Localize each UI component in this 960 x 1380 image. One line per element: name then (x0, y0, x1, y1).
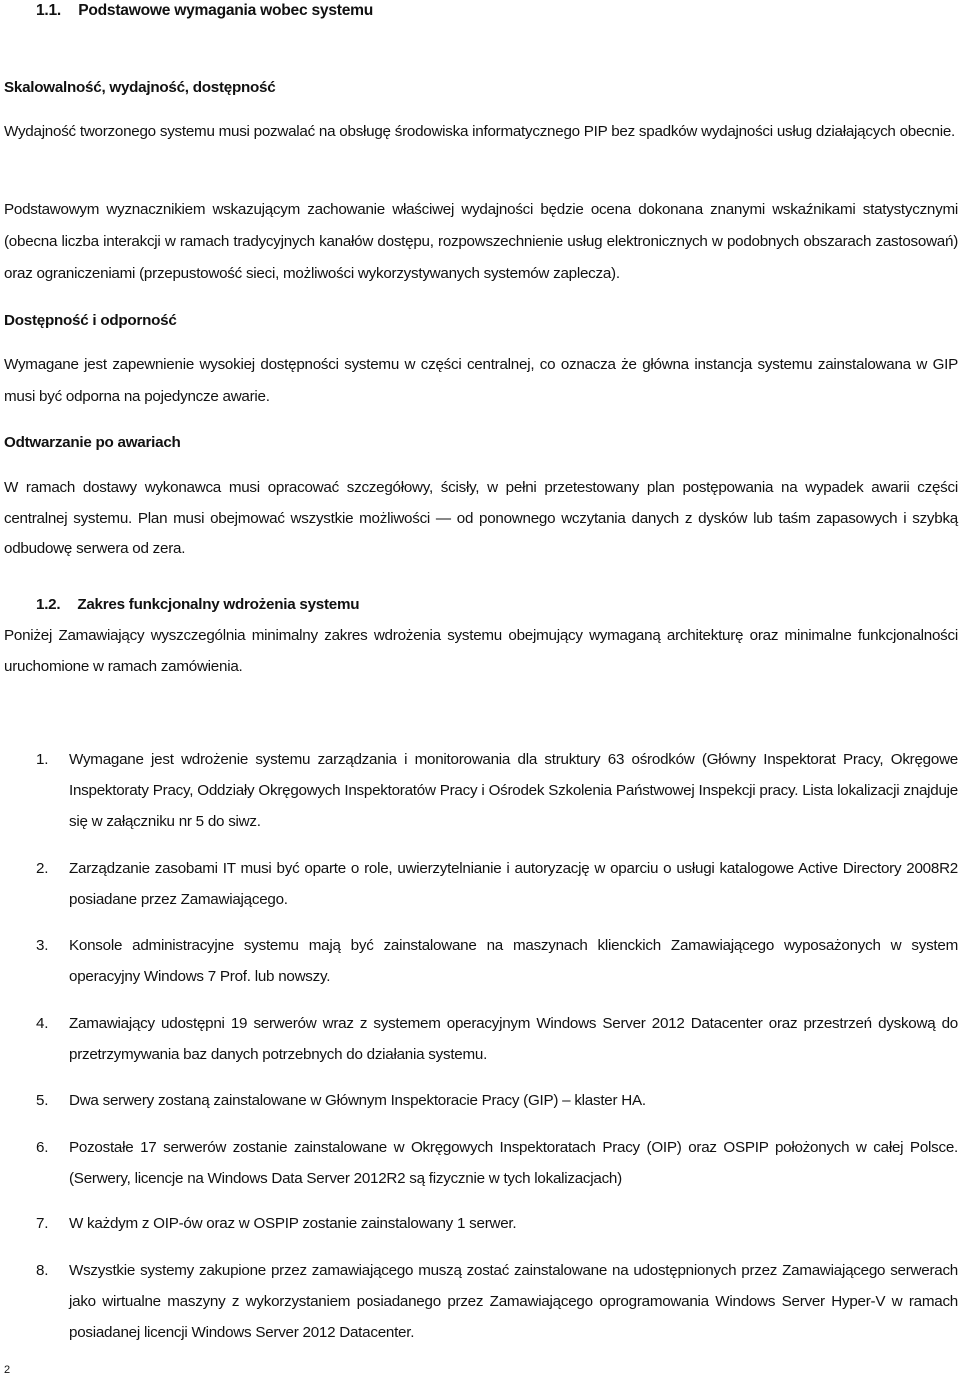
page-number: 2 (4, 1364, 10, 1376)
section-heading-1-1 (36, 0, 373, 22)
list-number: 3. (36, 937, 49, 954)
paragraph-availability: Wymagane jest zapewnienie wysokiej dostępności systemu w części centralnej, co oznacza że główna instancja systemu zainstalowana w GIP musi być odporna na pojedyncze awarie. (4, 356, 958, 405)
list-item (36, 1132, 958, 1194)
subheading-scalability: Skalowalność, wydajność, dostępność (4, 79, 276, 96)
list-item (36, 1208, 958, 1239)
list-number: 8. (36, 1262, 49, 1279)
list-number: 7. (36, 1215, 49, 1232)
list-number: 5. (36, 1092, 49, 1109)
list-number: 2. (36, 860, 49, 877)
list-text: Dwa serwery zostaną zainstalowane w Głównym Inspektoracie Pracy (GIP) – klaster HA. (69, 1092, 646, 1109)
list-number: 1. (36, 751, 49, 768)
list-text: Pozostałe 17 serwerów zostanie zainstalowane w Okręgowych Inspektoratach Pracy (OIP) oraz OSPIP położonych w całej Polsce. (Serwery, licencje na Windows Data Server 2012R2 są fizycznie w tych lokalizacjach) (69, 1139, 958, 1187)
list-number: 6. (36, 1139, 49, 1156)
section-number: 1.1. (36, 2, 62, 19)
list-item (36, 1008, 958, 1070)
paragraph-scalability-2: Podstawowym wyznacznikiem wskazującym zachowanie właściwej wydajności będzie ocena dokonana znanymi wskaźnikami statystycznymi (obecna liczba interakcji w ramach tradycyjnych kanałów dostępu, rozpowszechnienie usług elektronicznych w podobnych obszarach zastosowań) oraz ograniczeniami (przepustowość sieci, możliwości wykorzystywanych systemów zaplecza). (4, 201, 958, 282)
list-text: W każdym z OIP-ów oraz w OSPIP zostanie zainstalowany 1 serwer. (69, 1215, 517, 1232)
list-text: Zamawiający udostępni 19 serwerów wraz z systemem operacyjnym Windows Server 2012 Datacenter oraz przestrzeń dyskową do przetrzymywania baz danych potrzebnych do działania systemu. (69, 1015, 958, 1063)
list-item (36, 853, 958, 915)
paragraph-scalability-1: Wydajność tworzonego systemu musi pozwalać na obsługę środowiska informatycznego PIP bez spadków wydajności usług działających obecnie. (4, 123, 955, 140)
section-heading-1-2 (36, 594, 359, 616)
list-text: Wymagane jest wdrożenie systemu zarządzania i monitorowania dla struktury 63 ośrodków (Główny Inspektorat Pracy, Okręgowe Inspektoraty Pracy, Oddziały Okręgowych Inspektoratów Pracy i Ośrodek Szkolenia Państwowej Inspekcji pracy. Lista lokalizacji znajduje się w załączniku nr 5 do siwz. (69, 751, 958, 830)
list-number: 4. (36, 1015, 49, 1032)
section-title: Zakres funkcjonalny wdrożenia systemu (77, 596, 360, 613)
section-title: Podstawowe wymagania wobec systemu (78, 2, 374, 19)
list-item (36, 744, 958, 837)
subheading-recovery: Odtwarzanie po awariach (4, 434, 181, 451)
section-number: 1.2. (36, 596, 61, 613)
list-item (36, 1255, 958, 1348)
list-item (36, 930, 958, 992)
list-text: Konsole administracyjne systemu mają być zainstalowane na maszynach klienckich Zamawiającego wyposażonych w system operacyjny Windows 7 Prof. lub nowszy. (69, 937, 958, 985)
list-item (36, 1085, 958, 1116)
subheading-availability: Dostępność i odporność (4, 312, 177, 329)
list-text: Wszystkie systemy zakupione przez zamawiającego muszą zostać zainstalowane na udostępnionych przez Zamawiającego serwerach jako wirtualne maszyny z wykorzystaniem posiadanego przez Zamawiającego oprogramowania Windows Server Hyper-V w ramach posiadanej licencji Windows Server 2012 Datacenter. (69, 1262, 958, 1341)
list-text: Zarządzanie zasobami IT musi być oparte o role, uwierzytelnianie i autoryzację w oparciu o usługi katalogowe Active Directory 2008R2 posiadane przez Zamawiającego. (69, 860, 958, 908)
paragraph-scope-intro: Poniżej Zamawiający wyszczególnia minimalny zakres wdrożenia systemu obejmujący wymaganą architekturę oraz minimalne funkcjonalności uruchomione w ramach zamówienia. (4, 627, 958, 675)
paragraph-recovery: W ramach dostawy wykonawca musi opracować szczegółowy, ścisły, w pełni przetestowany plan postępowania na wypadek awarii części centralnej systemu. Plan musi obejmować wszystkie możliwości — od ponownego wczytania danych z dysków lub taśm zapasowych i szybką odbudowę serwera od zera. (4, 479, 958, 557)
